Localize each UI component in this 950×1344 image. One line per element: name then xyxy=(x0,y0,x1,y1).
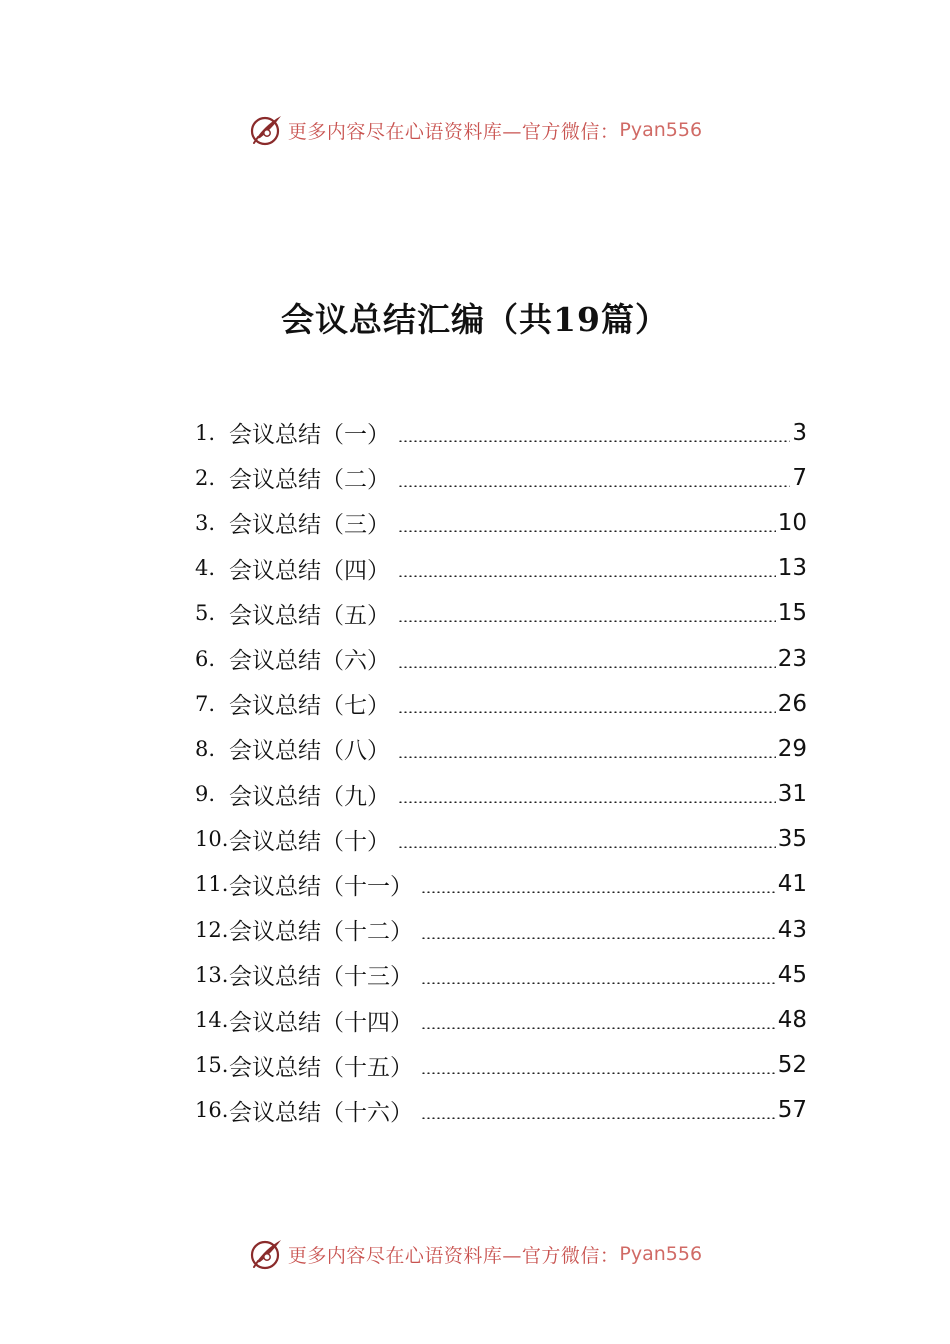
toc-label: 会议总结（十三） xyxy=(229,964,413,991)
toc-row[interactable] xyxy=(195,546,807,591)
toc-label: 会议总结（六） xyxy=(229,648,390,675)
toc-number: 11. xyxy=(195,872,229,897)
document-title: 会议总结汇编（共19篇） xyxy=(281,300,669,339)
toc-label: 会议总结（十四） xyxy=(229,1009,413,1036)
toc-label: 会议总结（十五） xyxy=(229,1054,413,1081)
toc-label: 会议总结（七） xyxy=(229,693,390,720)
toc-page-number: 23 xyxy=(777,645,807,672)
toc-page-number: 7 xyxy=(792,464,807,491)
toc-row[interactable] xyxy=(195,772,807,817)
toc-dot-leader xyxy=(421,937,776,939)
toc-dot-leader xyxy=(398,711,776,713)
footer-watermark xyxy=(0,1234,950,1274)
toc-row[interactable] xyxy=(195,1088,807,1133)
toc-page-number: 10 xyxy=(777,509,807,536)
toc-dot-leader xyxy=(421,1072,776,1074)
toc-dot-leader xyxy=(398,620,776,622)
toc-number: 2. xyxy=(195,465,216,490)
toc-row[interactable] xyxy=(195,636,807,681)
toc-dot-leader xyxy=(398,846,776,848)
table-of-contents xyxy=(195,410,807,1133)
toc-page-number: 26 xyxy=(777,690,807,717)
toc-row[interactable] xyxy=(195,952,807,997)
toc-label: 会议总结（十） xyxy=(229,828,390,855)
toc-label: 会议总结（四） xyxy=(229,557,390,584)
toc-dot-leader xyxy=(421,1027,776,1029)
toc-number: 7. xyxy=(195,691,216,716)
toc-row[interactable] xyxy=(195,591,807,636)
quill-logo-icon xyxy=(248,112,284,148)
toc-label: 会议总结（九） xyxy=(229,783,390,810)
toc-number: 13. xyxy=(195,962,229,987)
toc-label: 会议总结（十六） xyxy=(229,1099,413,1126)
toc-number: 1. xyxy=(195,420,216,445)
toc-dot-leader xyxy=(421,1117,776,1119)
toc-row[interactable] xyxy=(195,997,807,1042)
toc-page-number: 35 xyxy=(777,826,807,853)
toc-page-number: 57 xyxy=(777,1097,807,1124)
toc-dot-leader xyxy=(398,756,776,758)
toc-number: 4. xyxy=(195,556,216,581)
toc-label: 会议总结（十一） xyxy=(229,873,413,900)
toc-page-number: 45 xyxy=(777,961,807,988)
header-watermark xyxy=(0,110,950,150)
toc-page-number: 52 xyxy=(777,1052,807,1079)
toc-number: 8. xyxy=(195,736,216,761)
watermark-wechat-id: Pyan556 xyxy=(619,119,703,141)
toc-dot-leader xyxy=(398,440,790,442)
toc-number: 6. xyxy=(195,646,216,671)
watermark-text: 更多内容尽在心语资料库—官方微信： xyxy=(287,1244,620,1267)
toc-label: 会议总结（二） xyxy=(229,467,390,494)
toc-page-number: 13 xyxy=(777,555,807,582)
toc-row[interactable] xyxy=(195,500,807,545)
toc-number: 16. xyxy=(195,1098,229,1123)
toc-number: 3. xyxy=(195,510,216,535)
toc-label: 会议总结（五） xyxy=(229,602,390,629)
toc-row[interactable] xyxy=(195,455,807,500)
watermark-text: 更多内容尽在心语资料库—官方微信： xyxy=(287,120,620,143)
toc-page-number: 29 xyxy=(777,735,807,762)
watermark-wechat-id: Pyan556 xyxy=(619,1243,703,1265)
toc-label: 会议总结（三） xyxy=(229,512,390,539)
toc-number: 10. xyxy=(195,827,229,852)
toc-page-number: 31 xyxy=(777,781,807,808)
toc-page-number: 41 xyxy=(777,871,807,898)
toc-page-number: 43 xyxy=(777,916,807,943)
toc-number: 5. xyxy=(195,601,216,626)
toc-row[interactable] xyxy=(195,907,807,952)
toc-number: 15. xyxy=(195,1053,229,1078)
toc-dot-leader xyxy=(421,891,776,893)
toc-page-number: 15 xyxy=(777,600,807,627)
toc-number: 12. xyxy=(195,917,229,942)
toc-dot-leader xyxy=(398,801,776,803)
toc-row[interactable] xyxy=(195,726,807,771)
toc-row[interactable] xyxy=(195,862,807,907)
toc-page-number: 48 xyxy=(777,1007,807,1034)
toc-dot-leader xyxy=(421,982,776,984)
toc-row[interactable] xyxy=(195,817,807,862)
toc-label: 会议总结（一） xyxy=(229,422,390,449)
toc-row[interactable] xyxy=(195,681,807,726)
toc-row[interactable] xyxy=(195,410,807,455)
toc-label: 会议总结（十二） xyxy=(229,919,413,946)
toc-number: 14. xyxy=(195,1008,229,1033)
toc-label: 会议总结（八） xyxy=(229,738,390,765)
toc-dot-leader xyxy=(398,666,776,668)
toc-dot-leader xyxy=(398,575,776,577)
toc-number: 9. xyxy=(195,782,216,807)
toc-dot-leader xyxy=(398,530,776,532)
toc-row[interactable] xyxy=(195,1043,807,1088)
quill-logo-icon xyxy=(248,1236,284,1272)
toc-page-number: 3 xyxy=(792,419,807,446)
toc-dot-leader xyxy=(398,485,790,487)
